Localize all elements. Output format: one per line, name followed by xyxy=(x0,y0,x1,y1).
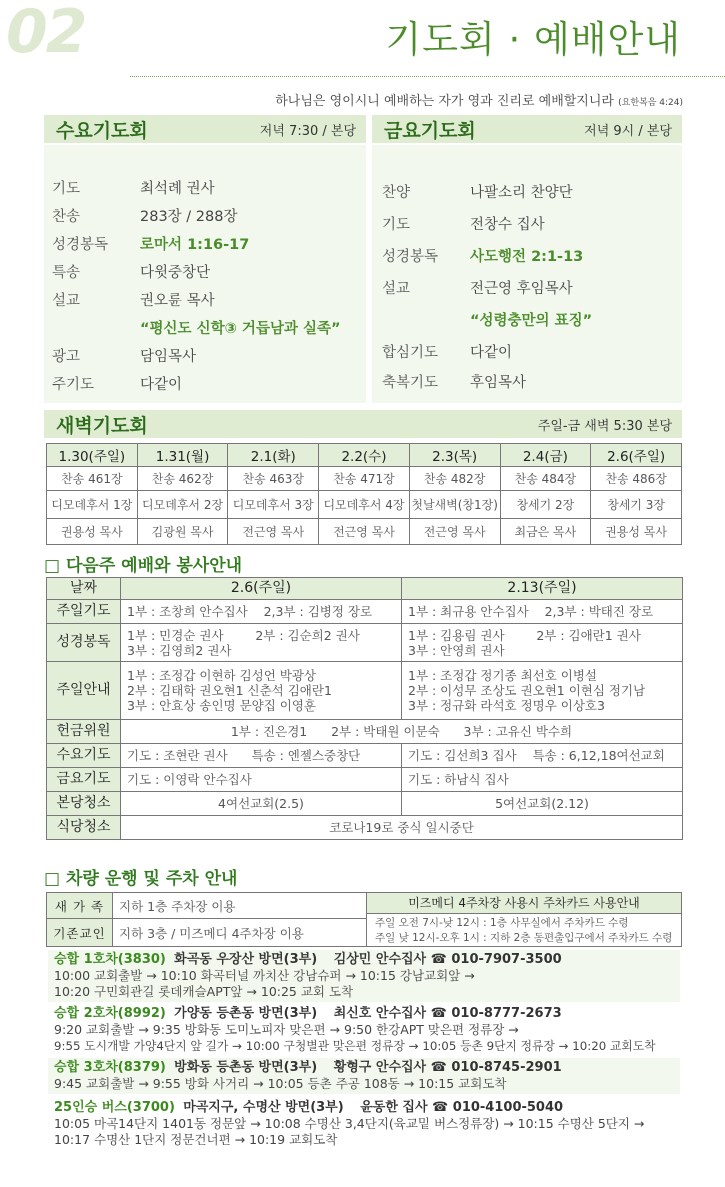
row-label: 성경봉독 xyxy=(47,624,121,662)
row-label: 성경봉독 xyxy=(382,249,439,265)
passage-cell: 창세기 2장 xyxy=(500,491,591,519)
parking-value: 지하 1층 주차장 이용 xyxy=(113,893,367,919)
service-row-dining-cleaning xyxy=(47,816,683,840)
row-label: 본당청소 xyxy=(47,792,121,816)
service-row-friday xyxy=(47,768,683,792)
passage-cell: 디모데후서 3장 xyxy=(228,491,319,519)
parking-table xyxy=(46,892,367,947)
bus-schedule-line: 9:45 교회출발 → 9:55 방화 사거리 → 10:05 등촌 주공 108동 → 10:15 교회도착 xyxy=(54,1076,507,1091)
row-label: 설교 xyxy=(52,293,81,309)
row-value: 나팔소리 찬양단 xyxy=(470,185,573,201)
preacher-cell: 전근영 목사 xyxy=(319,519,410,545)
friday-row xyxy=(382,371,526,392)
wednesday-row xyxy=(52,373,182,394)
bus-driver: 김상민 안수집사 ☎ 010-7907-3500 xyxy=(333,952,562,967)
row-value: 전창수 집사 xyxy=(470,217,545,233)
verse-text: 하나님은 영이시니 예배하는 자가 영과 진리로 예배할지니라 xyxy=(275,94,614,109)
service-row-sunday-prayer xyxy=(47,600,683,624)
parking-label: 기존교인 xyxy=(47,919,113,947)
wednesday-row xyxy=(52,233,249,254)
bus-route-4 xyxy=(48,1098,680,1150)
bus-schedule-line: 9:20 교회출발 → 9:35 방화동 도미노피자 맞은편 → 9:50 한강APT 맞은편 정류장 → xyxy=(54,1022,519,1037)
cell-line: 3부 : 정규화 라석호 정명우 이상호3 xyxy=(408,698,605,713)
hymn-cell: 찬송 462장 xyxy=(137,467,228,491)
row-value: 최석례 권사 xyxy=(140,181,215,197)
page-number: 02 xyxy=(6,0,86,67)
parking-card-title: 미즈메디 4주차장 사용시 주차카드 사용안내 xyxy=(367,893,681,914)
cell-line: 3부 : 안영희 권사 xyxy=(408,642,505,658)
service-row-wednesday xyxy=(47,744,683,768)
bus-driver: 윤동한 집사 ☎ 010-4100-5040 xyxy=(360,1100,564,1115)
row-label: 축복기도 xyxy=(382,375,439,391)
preacher-cell: 권용성 목사 xyxy=(47,519,138,545)
wednesday-prayer-header xyxy=(44,115,366,143)
parking-card-line: 주일 오전 7시-낮 12시 : 1층 사무실에서 주차카드 수령 xyxy=(375,917,629,929)
passage-cell: 디모데후서 4장 xyxy=(319,491,410,519)
hymn-cell: 찬송 482장 xyxy=(409,467,500,491)
bus-schedule-line: 10:05 마곡14단지 1401동 정문앞 → 10:08 수명산 3,4단지(육교밑 버스정류장) → 10:15 수명산 5단지 → xyxy=(54,1116,645,1131)
parking-card-lines xyxy=(367,914,681,946)
bus-schedule-line: 9:55 도시개발 가양4단지 앞 길가 → 10:00 구청별관 맞은편 정류장 → 10:05 등촌 9단지 정류장 → 10:20 교회도착 xyxy=(54,1039,656,1053)
row-label: 특송 xyxy=(52,265,81,281)
friday-prayer-header xyxy=(372,115,682,143)
service-row-scripture xyxy=(47,624,683,662)
cell-b: 1부 : 최규용 안수집사 2,3부 : 박태진 장로 xyxy=(402,600,683,624)
hymn-cell: 찬송 461장 xyxy=(47,467,138,491)
date-cell: 2.1(화) xyxy=(228,444,319,467)
row-label: 광고 xyxy=(52,349,81,365)
dawn-prayer-title: 새벽기도회 xyxy=(56,414,148,437)
cell-line: 3부 : 안효상 송인명 문양집 이영훈 xyxy=(127,698,317,713)
next-week-service-table xyxy=(46,577,683,840)
bus-route: 방화동 등촌동 방면(3부) xyxy=(174,1060,318,1075)
parking-row xyxy=(47,919,367,947)
friday-row xyxy=(382,181,573,202)
cell-a: 1부 : 조창희 안수집사 2,3부 : 김병정 장로 xyxy=(121,600,402,624)
date-a-header: 2.6(주일) xyxy=(121,578,402,600)
wednesday-row xyxy=(52,261,210,282)
bus-route: 마곡지구, 수명산 방면(3부) xyxy=(183,1100,344,1115)
friday-row xyxy=(382,213,545,234)
row-label: 설교 xyxy=(382,281,411,297)
hymn-cell: 찬송 463장 xyxy=(228,467,319,491)
row-value: 전근영 후임목사 xyxy=(470,281,573,297)
wednesday-prayer-time: 저녁 7:30 / 본당 xyxy=(259,123,356,139)
bus-driver: 최신호 안수집사 ☎ 010-8777-2673 xyxy=(333,1006,562,1021)
bus-name: 25인승 버스(3700) xyxy=(54,1100,175,1115)
dawn-preacher-row xyxy=(47,519,682,545)
friday-row xyxy=(382,245,583,266)
cell-line: 2부 : 김태학 권오현1 신춘석 김애란1 xyxy=(127,683,332,698)
date-cell: 1.30(주일) xyxy=(47,444,138,467)
bus-schedule-line: 10:00 교회출발 → 10:10 화곡터널 까치산 강남슈퍼 → 10:15 강남교회앞 → xyxy=(54,968,475,983)
cell-a xyxy=(121,624,402,662)
bus-name: 승합 1호차(3830) xyxy=(54,952,166,967)
hymn-cell: 찬송 471장 xyxy=(319,467,410,491)
cell-line: 1부 : 김용림 권사 2부 : 김애란1 권사 xyxy=(408,627,641,643)
cell-line: 1부 : 조정갑 이현하 김성언 박광상 xyxy=(127,668,317,683)
cell-span: 1부 : 진은경1 2부 : 박태원 이문숙 3부 : 고유신 박수희 xyxy=(121,720,683,744)
date-cell: 1.31(월) xyxy=(137,444,228,467)
passage-cell: 디모데후서 1장 xyxy=(47,491,138,519)
row-value: 다같이 xyxy=(470,345,513,361)
date-cell: 2.2(수) xyxy=(319,444,410,467)
wednesday-row xyxy=(52,205,237,226)
preacher-cell: 전근영 목사 xyxy=(409,519,500,545)
dawn-date-row xyxy=(47,444,682,467)
dawn-prayer-time: 주일-금 새벽 5:30 본당 xyxy=(537,418,672,434)
verse-reference: (요한복음 4:24) xyxy=(618,98,683,108)
bus-route: 가양동 등촌동 방면(3부) xyxy=(174,1006,318,1021)
row-label: 찬양 xyxy=(382,185,411,201)
cell-line: 2부 : 이성무 조상도 권오현1 이현심 정기남 xyxy=(408,683,646,698)
bus-route: 화곡동 우장산 방면(3부) xyxy=(174,952,318,967)
bus-name: 승합 3호차(8379) xyxy=(54,1060,166,1075)
scripture-verse xyxy=(275,90,683,109)
cell-a: 4여선교회(2.5) xyxy=(121,792,402,816)
parking-card-notice xyxy=(366,892,682,947)
parking-row xyxy=(47,893,367,919)
cell-span: 코로나19로 중식 일시중단 xyxy=(121,816,683,840)
cell-line: 1부 : 조정갑 정기종 최선호 이병설 xyxy=(408,668,598,683)
row-label: 기도 xyxy=(382,217,411,233)
bus-schedule-line: 10:17 수명산 1단지 정문건너편 → 10:19 교회도착 xyxy=(54,1132,338,1147)
service-header-row xyxy=(47,578,683,600)
bus-driver: 황형구 안수집사 ☎ 010-8745-2901 xyxy=(333,1060,562,1075)
dawn-passage-row xyxy=(47,491,682,519)
row-label: 성경봉독 xyxy=(52,237,109,253)
parking-section-title: □ 차량 운행 및 주차 안내 xyxy=(44,869,238,889)
dawn-prayer-header xyxy=(44,410,682,438)
bus-name: 승합 2호차(8992) xyxy=(54,1006,166,1021)
wednesday-prayer-title: 수요기도회 xyxy=(56,119,148,142)
service-row-ushers xyxy=(47,662,683,720)
wednesday-row xyxy=(52,345,196,366)
preacher-cell: 김광원 목사 xyxy=(137,519,228,545)
cell-b: 기도 : 하남식 집사 xyxy=(402,768,683,792)
wednesday-row xyxy=(52,177,215,198)
row-value: 권오륜 목사 xyxy=(140,293,215,309)
date-cell: 2.6(주일) xyxy=(591,444,682,467)
cell-a xyxy=(121,662,402,720)
preacher-cell: 권용성 목사 xyxy=(591,519,682,545)
cell-a: 기도 : 이영락 안수집사 xyxy=(121,768,402,792)
passage-cell: 창세기 3장 xyxy=(591,491,682,519)
row-value: 담임목사 xyxy=(140,349,197,365)
service-row-offering xyxy=(47,720,683,744)
bus-schedule-line: 10:20 구민회관길 롯데캐슬APT앞 → 10:25 교회 도착 xyxy=(54,984,354,999)
scripture-reference: 로마서 1:16-17 xyxy=(140,237,250,253)
hymn-cell: 찬송 486장 xyxy=(591,467,682,491)
preacher-cell: 전근영 목사 xyxy=(228,519,319,545)
cell-b xyxy=(402,662,683,720)
row-label: 기도 xyxy=(52,181,81,197)
cell-b xyxy=(402,624,683,662)
sermon-title: “성령충만의 표징” xyxy=(470,313,593,329)
row-value: 다윗중창단 xyxy=(140,265,211,281)
hymn-cell: 찬송 484장 xyxy=(500,467,591,491)
date-cell: 2.4(금) xyxy=(500,444,591,467)
service-row-sanctuary-cleaning xyxy=(47,792,683,816)
parking-value: 지하 3층 / 미즈메디 4주차장 이용 xyxy=(113,919,367,947)
row-label: 주일기도 xyxy=(47,600,121,624)
row-value: 후임목사 xyxy=(470,375,527,391)
row-label: 금요기도 xyxy=(47,768,121,792)
page-title: 기도회 · 예배안내 xyxy=(385,18,681,61)
date-cell: 2.3(목) xyxy=(409,444,500,467)
date-b-header: 2.13(주일) xyxy=(402,578,683,600)
cell-line: 3부 : 김영희2 권사 xyxy=(127,642,232,658)
header-divider xyxy=(130,76,725,77)
friday-prayer-time: 저녁 9시 / 본당 xyxy=(584,123,672,139)
bus-header xyxy=(54,1100,674,1116)
passage-cell: 첫날새벽(창1장) xyxy=(409,491,500,519)
row-label: 주일안내 xyxy=(47,662,121,720)
bus-route-2 xyxy=(48,1004,680,1056)
parking-label: 새 가 족 xyxy=(47,893,113,919)
row-value: 다같이 xyxy=(140,377,183,393)
next-week-section-title: □ 다음주 예배와 봉사안내 xyxy=(44,556,243,576)
bus-route-3 xyxy=(48,1058,680,1094)
cell-b: 5여선교회(2.12) xyxy=(402,792,683,816)
dawn-hymn-row xyxy=(47,467,682,491)
wednesday-row xyxy=(52,289,215,310)
sermon-title: “평신도 신학③ 거듭남과 실족” xyxy=(140,321,341,337)
row-label: 주기도 xyxy=(52,377,95,393)
row-label: 찬송 xyxy=(52,209,81,225)
row-label: 헌금위원 xyxy=(47,720,121,744)
parking-card-line: 주일 낮 12시-오후 1시 : 지하 2층 동편출입구에서 주차카드 수령 xyxy=(375,932,673,944)
dawn-prayer-table xyxy=(46,443,682,545)
row-value: 283장 / 288장 xyxy=(140,209,238,225)
friday-prayer-title: 금요기도회 xyxy=(384,119,476,142)
bus-route-1 xyxy=(48,950,680,1002)
row-label: 수요기도 xyxy=(47,744,121,768)
row-label: 합심기도 xyxy=(382,345,439,361)
date-header: 날짜 xyxy=(47,578,121,600)
cell-b: 기도 : 김선희3 집사 특송 : 6,12,18여선교회 xyxy=(402,744,683,768)
friday-row xyxy=(382,277,573,298)
friday-row xyxy=(382,341,512,362)
row-label: 식당청소 xyxy=(47,816,121,840)
passage-cell: 디모데후서 2장 xyxy=(137,491,228,519)
cell-line: 1부 : 민경순 권사 2부 : 김순희2 권사 xyxy=(127,627,360,643)
bus-header xyxy=(54,1006,674,1022)
bus-header xyxy=(54,952,674,968)
scripture-reference: 사도행전 2:1-13 xyxy=(470,249,584,265)
bus-header xyxy=(54,1060,674,1076)
cell-a: 기도 : 조현란 권사 특송 : 엔젤스중창단 xyxy=(121,744,402,768)
preacher-cell: 최금은 목사 xyxy=(500,519,591,545)
